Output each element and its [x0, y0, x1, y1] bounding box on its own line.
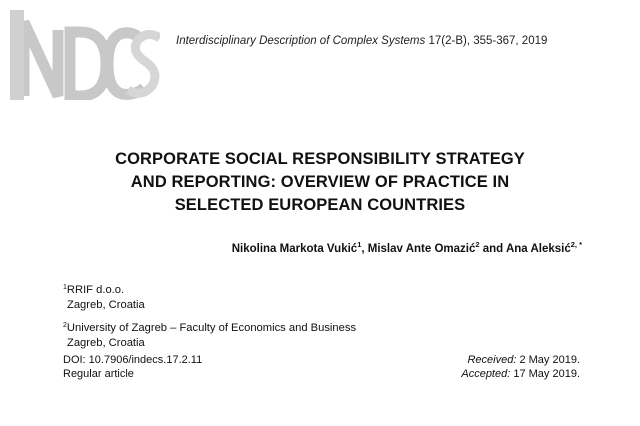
journal-citation: 17(2-B), 355-367, 2019 [428, 35, 548, 47]
author-affiliation-marker: 1 [357, 240, 362, 249]
affiliation-location: Zagreb, Croatia [67, 299, 145, 311]
author-name: Ana Aleksić [505, 243, 571, 255]
affiliation-2 [63, 318, 356, 351]
affiliation-1 [63, 280, 145, 313]
author-name: Nikolina Markota Vukić [231, 243, 358, 255]
author-list [232, 240, 582, 255]
paper-title [40, 148, 600, 217]
article-dates [461, 353, 580, 381]
title-line: CORPORATE SOCIAL RESPONSIBILITY STRATEGY [115, 150, 525, 168]
article-type: Regular article [63, 368, 134, 380]
author-separator: , [361, 243, 368, 255]
affiliation-name: University of Zagreb – Faculty of Economics and Business [66, 322, 357, 334]
accepted-date: 17 May 2019. [513, 368, 580, 380]
journal-header [176, 35, 547, 47]
author-name: Mislav Ante Omazić [367, 243, 476, 255]
author-separator: and [479, 243, 506, 255]
doi: DOI: 10.7906/indecs.17.2.11 [63, 354, 203, 366]
author-affiliation-marker: 2 [475, 240, 480, 249]
affiliation-location: Zagreb, Croatia [67, 337, 145, 349]
received-label: Received: [467, 354, 517, 366]
journal-name: Interdisciplinary Description of Complex Systems [176, 35, 426, 47]
received-date: 2 May 2019. [519, 354, 580, 366]
affiliation-name: RRIF d.o.o. [66, 284, 125, 296]
indecs-logo [10, 10, 160, 100]
title-line: AND REPORTING: OVERVIEW OF PRACTICE IN [130, 173, 510, 191]
article-meta [63, 353, 202, 381]
author-affiliation-marker: 2, * [570, 240, 582, 249]
accepted-label: Accepted: [461, 368, 511, 380]
affiliation-marker: 1 [63, 284, 67, 291]
title-line: SELECTED EUROPEAN COUNTRIES [174, 196, 466, 214]
affiliation-marker: 2 [63, 322, 67, 329]
